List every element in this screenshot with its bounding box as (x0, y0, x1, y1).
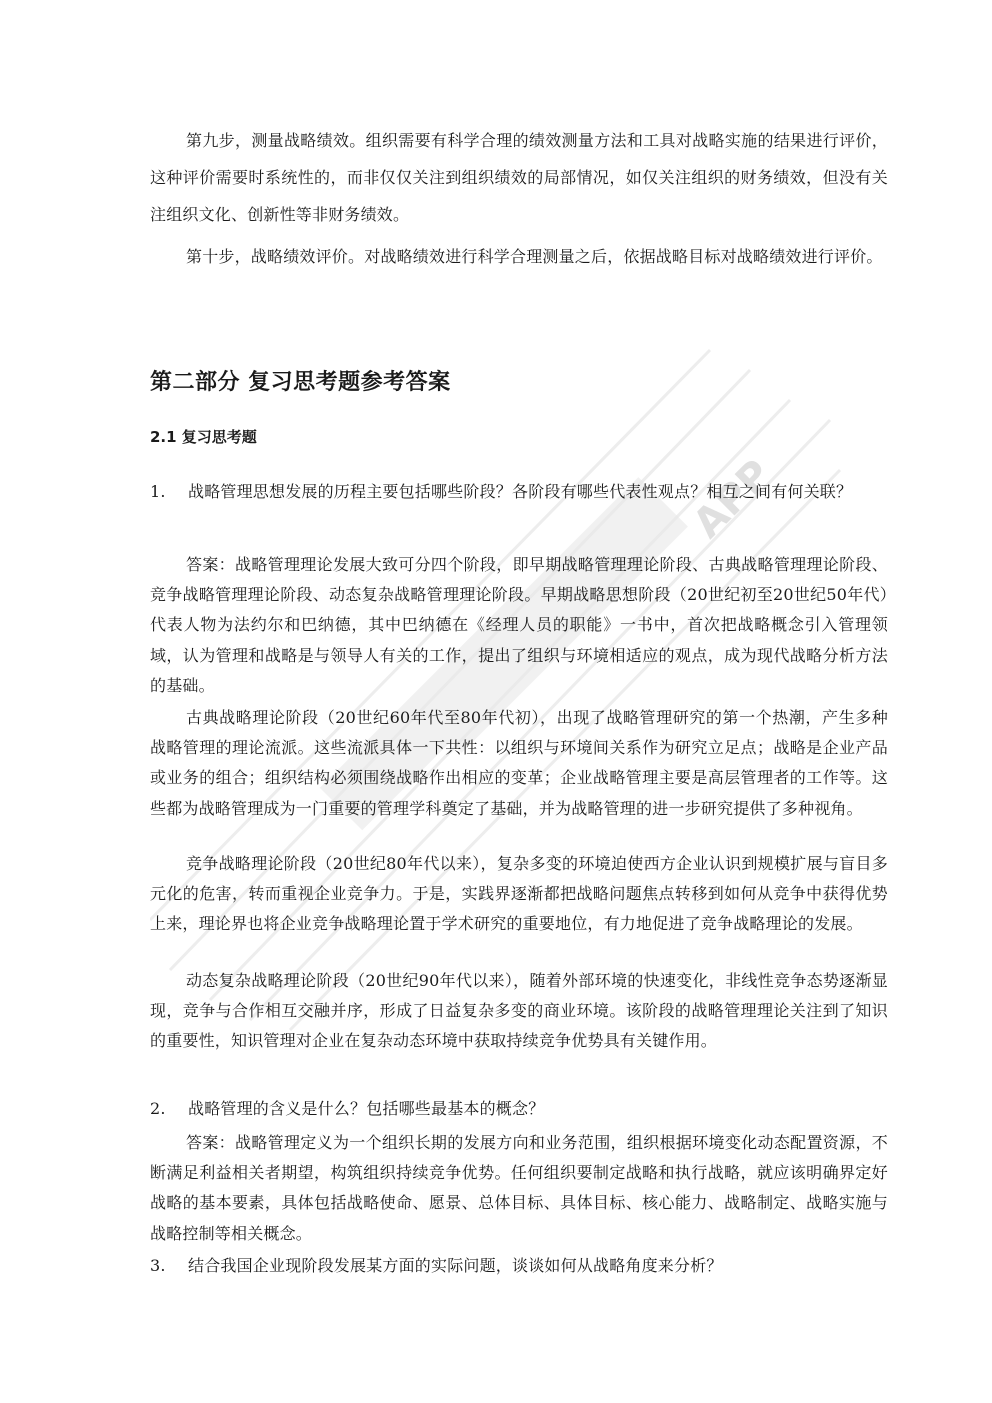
question-text: 战略管理思想发展的历程主要包括哪些阶段？各阶段有哪些代表性观点？相互之间有何关联？ (188, 482, 853, 501)
question-number: 3. (150, 1256, 166, 1275)
question-2 (150, 1094, 888, 1124)
question-text: 结合我国企业现阶段发展某方面的实际问题，谈谈如何从战略角度来分析？ (188, 1256, 723, 1275)
answer-1-part-2: 古典战略理论阶段（20世纪60年代至80年代初），出现了战略管理研究的第一个热潮，产生多种战略管理的理论流派。这些流派具体一下共性：以组织与环境间关系作为研究立足点；战略是企业产品或业务的组合；组织结构必须围绕战略作出相应的变革；企业战略管理主要是高层管理者的工作等。这些都为战略管理成为一门重要的管理学科奠定了基础，并为战略管理的进一步研究提供了多种视角。 (150, 708, 888, 818)
answer-1-part-1: 答案：战略管理理论发展大致可分四个阶段，即早期战略管理理论阶段、古典战略管理理论阶段、竞争战略管理理论阶段、动态复杂战略管理理论阶段。早期战略思想阶段（20世纪初至20世纪50年代）代表人物为法约尔和巴纳德，其中巴纳德在《经理人员的职能》一书中，首次把战略概念引入管理领域，认为管理和战略是与领导人有关的工作，提出了组织与环境相适应的观点，成为现代战略分析方法的基础。 (150, 555, 888, 695)
paragraph-step-9: 第九步，测量战略绩效。组织需要有科学合理的绩效测量方法和工具对战略实施的结果进行评价，这种评价需要时系统性的，而非仅仅关注到组织绩效的局部情况，如仅关注组织的财务绩效，但没有关注组织文化、创新性等非财务绩效。 (150, 131, 888, 224)
question-1 (150, 473, 888, 510)
answer-1-part-3: 竞争战略理论阶段（20世纪80年代以来），复杂多变的环境迫使西方企业认识到规模扩展与盲目多元化的危害，转而重视企业竞争力。于是，实践界逐渐都把战略问题焦点转移到如何从竞争中获得优势上来，理论界也将企业竞争战略理论置于学术研究的重要地位，有力地促进了竞争战略理论的发展。 (150, 854, 888, 934)
question-text: 战略管理的含义是什么？包括哪些最基本的概念？ (188, 1099, 545, 1118)
answer-2: 答案：战略管理定义为一个组织长期的发展方向和业务范围，组织根据环境变化动态配置资源，不断满足利益相关者期望，构筑组织持续竞争优势。任何组织要制定战略和执行战略，就应该明确界定好战略的基本要素，具体包括战略使命、愿景、总体目标、具体目标、核心能力、战略制定、战略实施与战略控制等相关概念。 (150, 1133, 888, 1243)
section-title: 第二部分 复习思考题参考答案 (150, 370, 451, 395)
watermark-logo-text: APP (684, 451, 781, 548)
answer-1-part-4: 动态复杂战略理论阶段（20世纪90年代以来），随着外部环境的快速变化，非线性竞争态势逐渐显现，竞争与合作相互交融并序，形成了日益复杂多变的商业环境。该阶段的战略管理理论关注到了知识的重要性，知识管理对企业在复杂动态环境中获取持续竞争优势具有关键作用。 (150, 971, 888, 1051)
question-3 (150, 1251, 888, 1281)
question-number: 1. (150, 482, 166, 501)
question-number: 2. (150, 1099, 166, 1118)
paragraph-step-10: 第十步，战略绩效评价。对战略绩效进行科学合理测量之后，依据战略目标对战略绩效进行评价。 (186, 247, 883, 266)
subsection-title: 2.1 复习思考题 (150, 428, 257, 446)
